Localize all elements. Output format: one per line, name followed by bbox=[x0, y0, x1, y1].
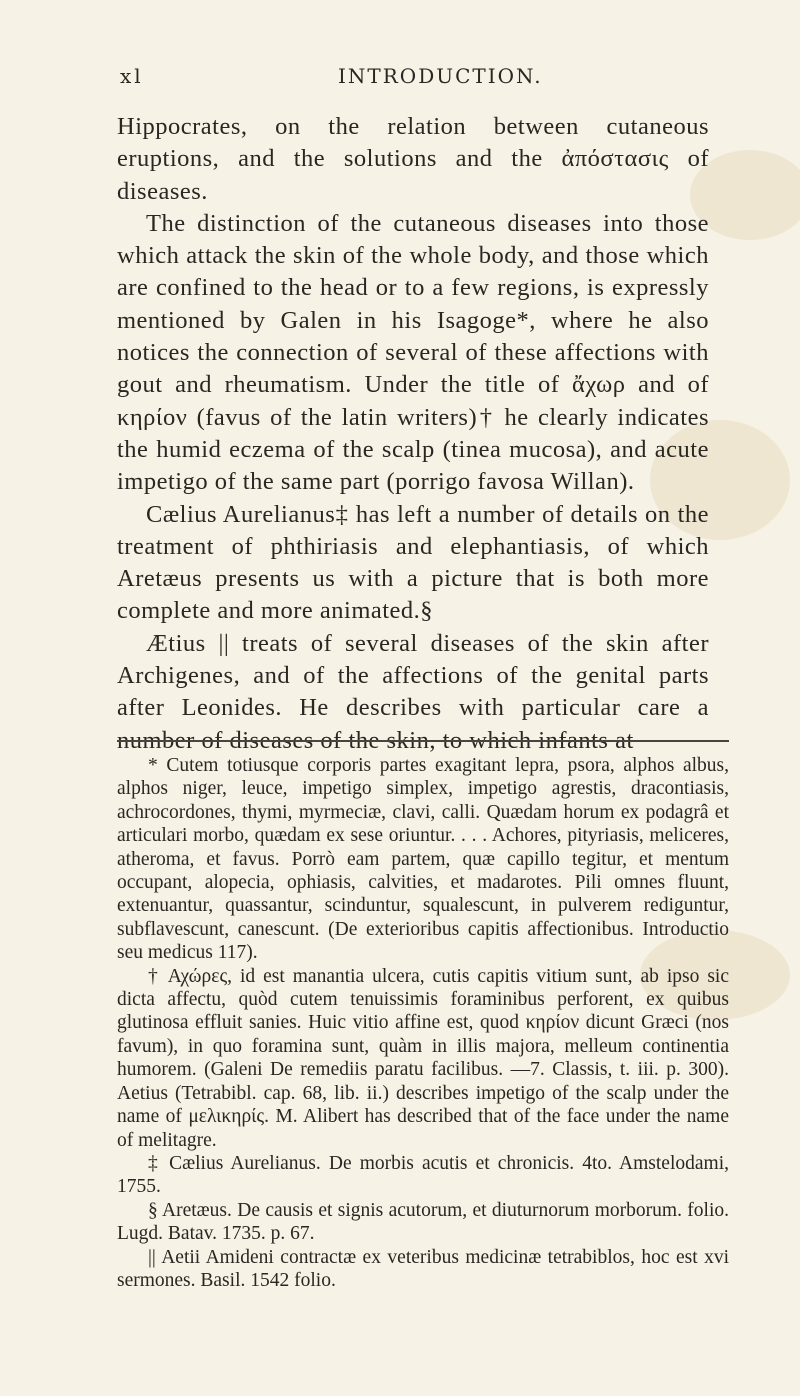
page-number: xl bbox=[120, 64, 144, 88]
page-header bbox=[120, 64, 705, 94]
footnote-divider bbox=[117, 740, 729, 742]
paragraph: Ætius || treats of several diseases of the skin after Archigenes, and of the affections of the genital parts after Leonides. He describes with particular care a number of diseases of the skin, to which infants at bbox=[117, 629, 709, 754]
footnote: || Aetii Amideni contractæ ex veteribus medicinæ tetrabiblos, hoc est xvi sermones. Basil. 1542 folio. bbox=[117, 1246, 729, 1291]
footnote: § Aretæus. De causis et signis acutorum, et diuturnorum morborum. folio. Lugd. Batav. 1735. p. 67. bbox=[117, 1199, 729, 1245]
paragraph: Cælius Aurelianus‡ has left a number of details on the treatment of phthiriasis and elephantiasis, of which Aretæus presents us with a picture that is both more complete and more animated.§ bbox=[117, 500, 709, 625]
footnote: † Αχώρες, id est manantia ulcera, cutis capitis vitium sunt, ab ipso sic dicta affectu, quòd cutem tenuissimis foraminibus perforent, ex quibus glutinosa effluit sanies. Huic vitio affine est, quod κηρίον dicunt Græci (nos favum), in quo foramina sunt, quàm in illis majora, melleum continentia humorem. (Galeni De remediis paratu facilibus. —7. Classis, t. iii. p. 300). Aetius (Tetrabibl. cap. 68, lib. ii.) describes impetigo of the scalp under the name of μελικηρίς. M. Alibert has described that of the face under the name of melitagre. bbox=[117, 965, 729, 1151]
paragraph: Hippocrates, on the relation between cutaneous eruptions, and the solutions and the ἀπόστασις of diseases. bbox=[117, 113, 709, 205]
footnote: ‡ Cælius Aurelianus. De morbis acutis et chronicis. 4to. Amstelodami, 1755. bbox=[117, 1152, 729, 1198]
main-text bbox=[117, 111, 709, 757]
footnote: * Cutem totiusque corporis partes exagitant lepra, psora, alphos albus, alphos niger, leuce, impetigo simplex, impetigo agrestis, dracontiasis, achrocordones, thymi, myrmeciæ, clavi, calli. Quædam horum ex podagrâ et articulari morbo, quædam ex sese oriuntur. . . . Achores, pityriasis, meliceres, atheroma, et favus. Porrò eam partem, quæ capillo tegitur, et mentum occupant, alopecia, ophiasis, calvities, et madarotes. Pili omnes fluunt, extenuantur, quassantur, scinduntur, squalescunt, in pulverem rediguntur, subflavescunt, canescunt. (De exterioribus capitis affectionibus. Introductio seu medicus 117). bbox=[117, 755, 729, 964]
paragraph: The distinction of the cutaneous diseases into those which attack the skin of the whole body, and those which are confined to the head or to a few regions, is expressly mentioned by Galen in his Isagoge*, where he also notices the connection of several of these affections with gout and rheumatism. Under the title of ἄχωρ and of κηρίον (favus of the latin writers)† he clearly indicates the humid eczema of the scalp (tinea mucosa), and acute impetigo of the same part (porrigo favosa Willan). bbox=[117, 209, 709, 496]
running-title: INTRODUCTION. bbox=[338, 64, 543, 88]
footnotes bbox=[117, 754, 729, 1292]
